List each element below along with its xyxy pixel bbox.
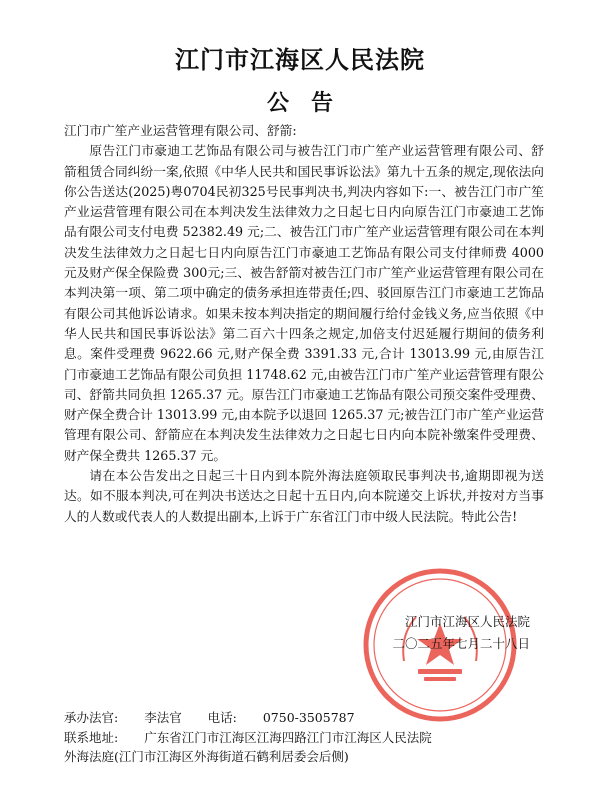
phone-label: 电话:: [207, 710, 237, 725]
court-title: 江门市江海区人民法院: [175, 45, 425, 74]
signature-court: 江门市江海区人民法院: [404, 614, 530, 629]
address-line-1: 广东省江门市江海区江海四路江门市江海区人民法院: [144, 729, 432, 745]
signature-block: [330, 611, 530, 655]
judge-name: 李法官: [144, 710, 182, 725]
phone-number: 0750-3505787: [262, 710, 355, 725]
address-row-2: [64, 747, 544, 767]
address-label: 联系地址:: [64, 729, 119, 745]
notice-title: 公告: [266, 90, 355, 116]
address-line-2: 外海法庭(江门市江海区外海街道石鹤利居委会后侧): [64, 749, 349, 765]
address-row: [64, 728, 544, 748]
notice-body: [64, 121, 544, 527]
judgment-paragraph: 原告江门市豪迪工艺饰品有限公司与被告江门市广笙产业运营管理有限公司、舒箭租赁合同纠纷一案,依照《中华人民共和国民事诉讼法》第九十五条的规定,现依法向你公告送达(2025)粤0704民初325号民事判决书,判决内容如下:一、被告江门市广笙产业运营管理有限公司在本判决发生法律效力之日起七日内向原告江门市豪迪工艺饰品有限公司支付电费 52382.49 元;二、被告江门市广笙产业运营管理有限公司在本判决发生法律效力之日起七日内向原告江门市豪迪工艺饰品有限公司支付律师费 4000 元及财产保全保险费 300元;三、被告舒箭对被告江门市广笙产业运营管理有限公司在本判决第一项、第二项中确定的债务承担连带责任;四、驳回原告江门市豪迪工艺饰品有限公司其他诉讼请求。如果未按本判决指定的期间履行给付金钱义务,应当依照《中华人民共和国民事诉讼法》第二百六十四条之规定,加倍支付迟延履行期间的债务利息。案件受理费 9622.66 元,财产保全费 3391.33 元,合计 13013.99 元,由原告江门市豪迪工艺饰品有限公司负担 11748.62 元,由被告江门市广笙产业运营管理有限公司、舒箭共同负担 1265.37 元。原告江门市豪迪工艺饰品有限公司预交案件受理费、财产保全费合计 13013.99 元,由本院予以退回 1265.37 元;被告江门市广笙产业运营管理有限公司、舒箭应在本判决发生法律效力之日起七日内向本院补缴案件受理费、财产保全费共 1265.37 元。: [64, 143, 545, 463]
signature-date: 二〇二五年七月二十八日: [392, 636, 530, 651]
contact-footer: [64, 708, 544, 767]
addressee: 江门市广笙产业运营管理有限公司、舒箭:: [64, 123, 297, 138]
judge-row: [64, 708, 544, 728]
judge-label: 承办法官:: [64, 710, 119, 725]
instructions-paragraph: 请在本公告发出之日起三十日内到本院外海法庭领取民事判决书,逾期即视为送达。如不服本判决,可在判决书送达之日起十五日内,向本院递交上诉状,并按对方当事人的人数或代表人的人数提出副本,上诉于广东省江门市中级人民法院。特此公告!: [64, 468, 544, 524]
